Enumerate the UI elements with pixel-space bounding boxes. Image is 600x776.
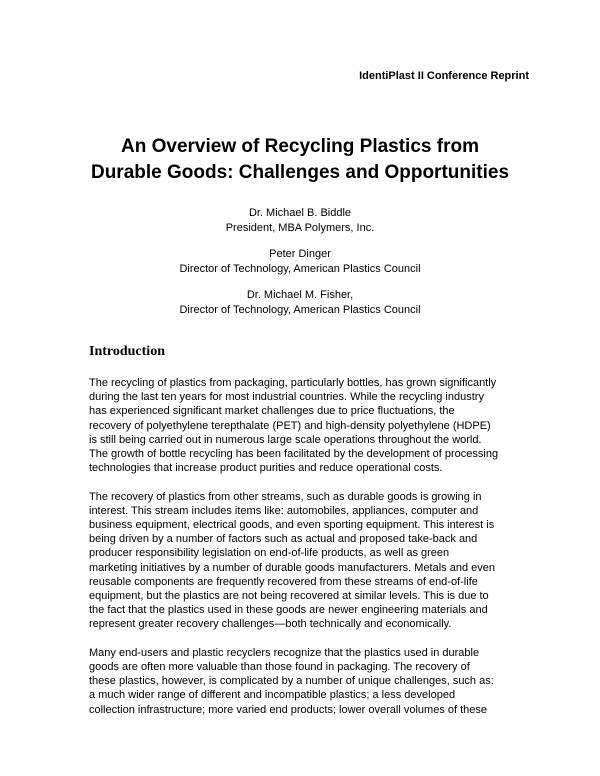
author-entry xyxy=(60,206,540,235)
text-line: being driven by a number of factors such as actual and proposed take-back and xyxy=(89,533,478,546)
text-line: collection infrastructure; more varied end products; lower overall volumes of these xyxy=(89,703,488,716)
paragraph xyxy=(89,376,529,475)
text-line: is still being carried out in numerous large scale operations throughout the world. xyxy=(89,433,482,446)
title-line: Durable Goods: Challenges and Opportunities xyxy=(90,162,510,183)
paper-title xyxy=(60,134,540,186)
text-line: interest. This stream includes items like: automobiles, appliances, computer and xyxy=(89,504,479,517)
body-text xyxy=(89,376,529,731)
text-line: Many end-users and plastic recyclers recognize that the plastics used in durable xyxy=(89,646,480,659)
text-line: marketing initiatives by a number of durable goods manufacturers. Metals and even xyxy=(89,561,495,574)
title-line: An Overview of Recycling Plastics from xyxy=(121,136,479,157)
section-heading: Introduction xyxy=(89,344,165,359)
conference-reprint-header: IdentiPlast II Conference Reprint xyxy=(359,70,529,82)
author-name: Peter Dinger xyxy=(269,248,331,260)
text-line: equipment, but the plastics are not being recovered at similar levels. This is due to xyxy=(89,590,489,603)
text-line: producer responsibility legislation on end-of-life products, as well as green xyxy=(89,547,450,560)
text-line: has experienced significant market challenges due to price fluctuations, the xyxy=(89,405,455,418)
author-entry xyxy=(60,288,540,317)
text-line: technologies that increase product purities and reduce operational costs. xyxy=(89,462,443,475)
text-line: recovery of polyethylene terepthalate (PET) and high-density polyethylene (HDPE) xyxy=(89,419,491,432)
author-entry xyxy=(60,247,540,276)
text-line: The recovery of plastics from other streams, such as durable goods is growing in xyxy=(89,490,482,503)
text-line: a much wider range of different and incompatible plastics; a less developed xyxy=(89,689,456,702)
paragraph xyxy=(89,646,529,717)
author-name: Dr. Michael B. Biddle xyxy=(248,207,352,219)
paragraph xyxy=(89,490,529,632)
text-line: reusable components are frequently recovered from these streams of end-of-life xyxy=(89,575,478,588)
author-name: Dr. Michael M. Fisher, xyxy=(246,289,354,301)
text-line: business equipment, electrical goods, and even sporting equipment. This interest is xyxy=(89,519,495,532)
text-line: during the last ten years for most industrial countries. While the recycling industry xyxy=(89,391,484,404)
text-line: The recycling of plastics from packaging, particularly bottles, has grown significantly xyxy=(89,377,497,389)
author-affiliation: Director of Technology, American Plastics Council xyxy=(179,262,421,275)
text-line: the fact that the plastics used in these goods are newer engineering materials and xyxy=(89,604,488,617)
author-block xyxy=(60,206,540,329)
text-line: goods are often more valuable than those found in packaging. The recovery of xyxy=(89,661,470,674)
text-line: these plastics, however, is complicated by a number of unique challenges, such as: xyxy=(89,675,494,688)
author-affiliation: Director of Technology, American Plastics Council xyxy=(179,303,421,316)
author-affiliation: President, MBA Polymers, Inc. xyxy=(225,221,375,234)
text-line: represent greater recovery challenges—both technically and economically. xyxy=(89,618,452,631)
text-line: The growth of bottle recycling has been facilitated by the development of processing xyxy=(89,448,499,461)
